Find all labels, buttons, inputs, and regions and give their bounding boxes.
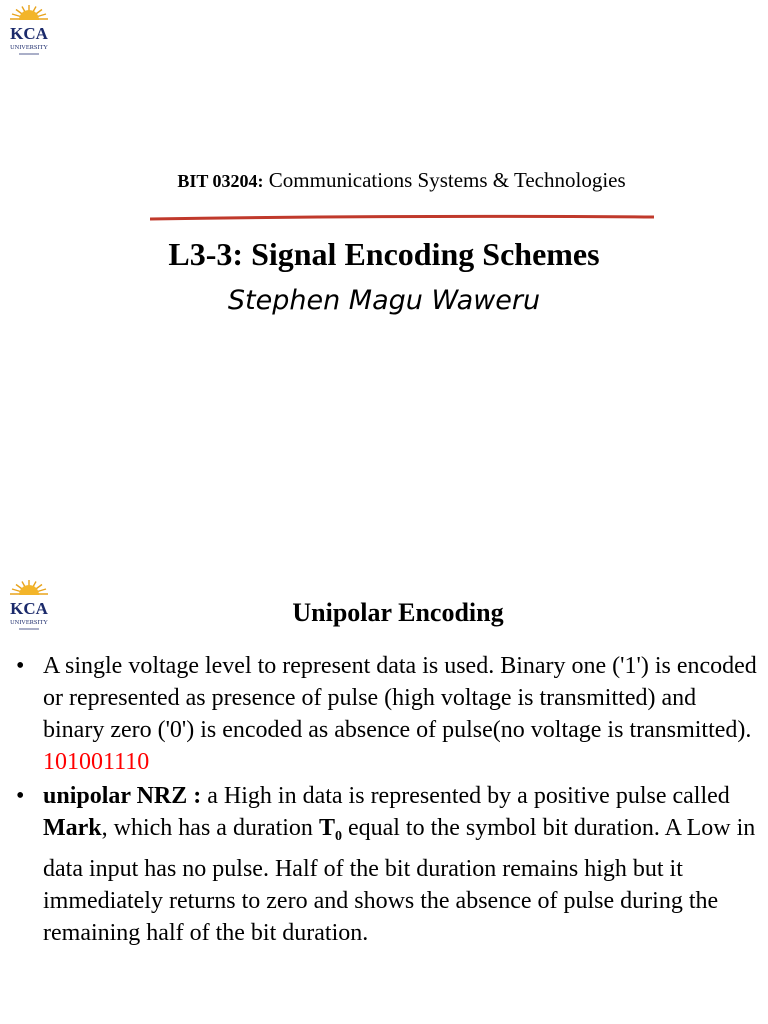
content-slide <box>0 512 768 1024</box>
course-name: Communications Systems & Technologies <box>263 168 626 192</box>
author-name: Stephen Magu Waweru <box>227 285 541 316</box>
course-code: BIT 03204: <box>177 171 264 191</box>
list-item <box>16 650 761 778</box>
mark-term: Mark <box>43 815 102 841</box>
bullet2-text-b: , which has a duration <box>101 815 319 841</box>
bullet2-text-c: equal to the symbol bit duration. A Low in data input has no pulse. Half of the bit duration remains high but it immediately returns to zero and shows the absence of pulse during the remaining half of the bit duration. <box>43 815 756 946</box>
bullet2-text-a: a High in data is represented by a positive pulse called <box>201 783 730 809</box>
title-divider <box>150 214 654 222</box>
bullet-icon: • <box>16 653 25 679</box>
example-bits: 101001110 <box>43 749 150 775</box>
kca-university-logo <box>5 3 53 61</box>
t0-symbol: $T_0$ <box>318 815 342 844</box>
bullet1-text: A single voltage level to represent data is used. Binary one ('1') is encoded or represented as presence of pulse (high voltage is transmitted) and binary zero ('0') is encoded as absence of pulse(no voltage is transmitted). <box>43 653 757 743</box>
logo-letters: KCA <box>10 24 48 43</box>
logo-subtext: UNIVERSITY <box>10 619 48 626</box>
logo-letters: KCA <box>10 599 48 618</box>
logo-subtext: UNIVERSITY <box>10 44 48 51</box>
lecture-title: L3-3: Signal Encoding Schemes <box>168 236 600 272</box>
nrz-term: unipolar NRZ : <box>43 783 202 809</box>
bullet-list <box>16 650 761 951</box>
course-heading <box>0 168 768 193</box>
logo-emblem-icon <box>5 3 53 61</box>
section-title: Unipolar Encoding <box>292 598 504 627</box>
list-item <box>16 780 761 949</box>
bullet-icon: • <box>16 783 25 809</box>
